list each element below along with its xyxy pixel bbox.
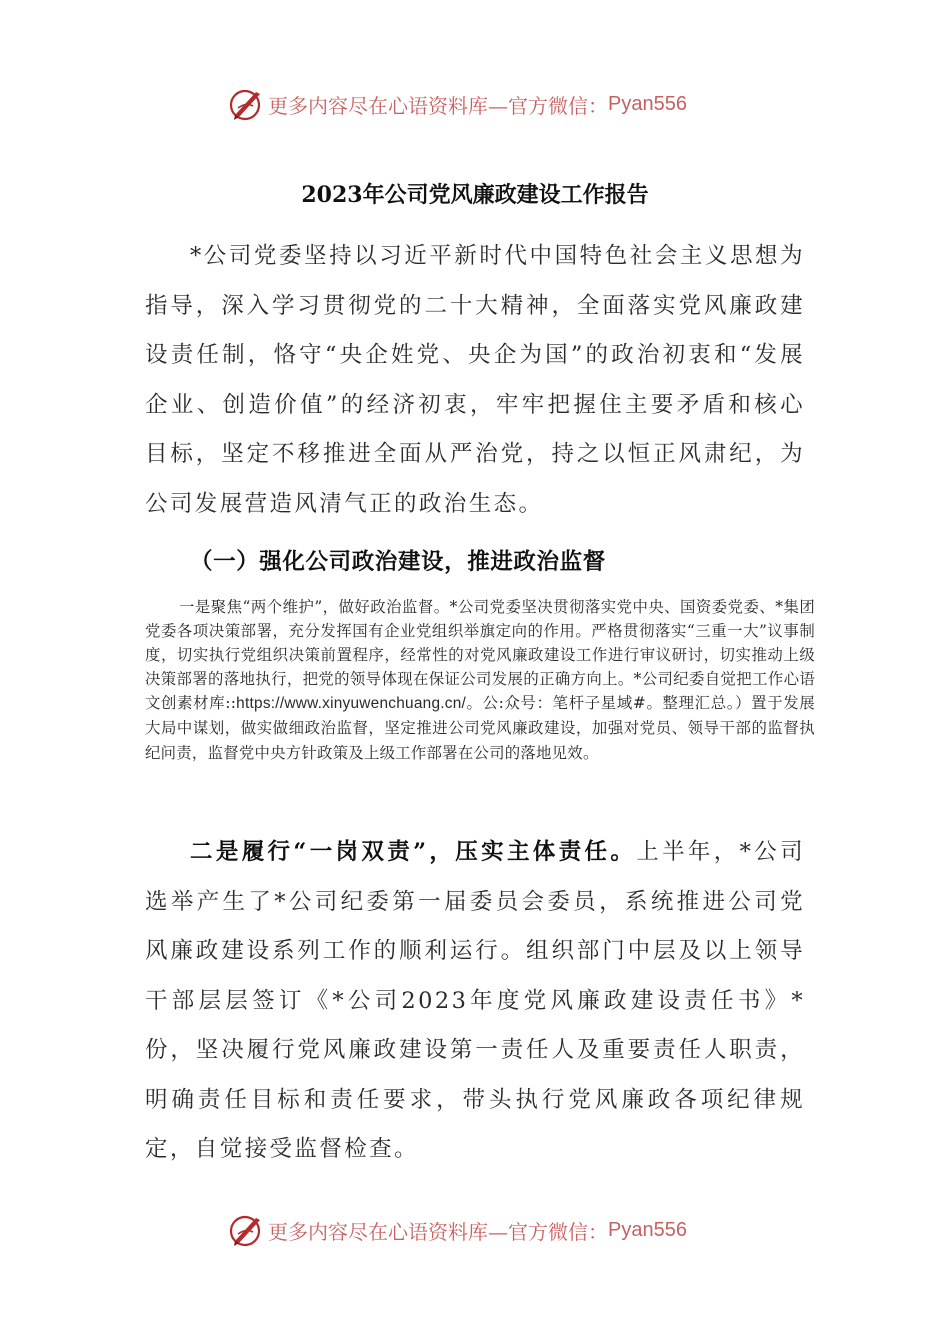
watermark-footer (226, 1210, 746, 1250)
document-title: 2023年公司党风廉政建设工作报告 (301, 182, 649, 208)
intro-paragraph: *公司党委坚持以习近平新时代中国特色社会主义思想为指导，深入学习贯彻党的二十大精神，全面落实党风廉政建设责任制，恪守“央企姓党、央企为国”的政治初衷和“发展企业、创造价值”的经济初衷，牢牢把握住主要矛盾和核心目标，坚定不移推进全面从严治党，持之以恒正风肃纪，为公司发展营造风清气正的政治生态。 (145, 243, 805, 517)
section2-lead: 二是履行“一岗双责”，压实主体责任。 (190, 839, 637, 865)
source-url: https://www.xinyuwenchuang.cn/ (236, 695, 467, 713)
section2-body: 上半年，*公司选举产生了*公司纪委第一届委员会委员，系统推进公司党风廉政建设系列工作的顺利运行。组织部门中层及以上领导干部层层签订《*公司2023年度党风廉政建设责任书》*份，坚决履行党风廉政建设第一责任人及重要责任人职责，明确责任目标和责任要求，带头执行党风廉政各项纪律规定，自觉接受监督检查。 (145, 839, 805, 1162)
watermark-id: Pyan556 (608, 92, 687, 115)
section1-text-after-url: 。公:众号：笔杆子星域#。整理汇总。）置于发展大局中谋划，做实做细政治监督，坚定推进公司党风廉政建设，加强对党员、领导干部的监督执纪问责，监督党中央方针政策及上级工作部署在公司的落地见效。 (145, 694, 815, 762)
watermark-header (226, 84, 746, 124)
watermark-text: 更多内容尽在心语资料库—官方微信： (268, 1219, 608, 1244)
pen-logo-icon (226, 1210, 266, 1250)
pen-logo-icon (226, 84, 266, 124)
section-heading: （一）强化公司政治建设，推进政治监督 (190, 549, 606, 575)
section1-text-before-url: 一是聚焦“两个维护”，做好政治监督。*公司党委坚决贯彻落实党中央、国资委党委、*集团党委各项决策部署，充分发挥国有企业党组织举旗定向的作用。严格贯彻落实“三重一大”议事制度，切实执行党组织决策前置程序，经常性的对党风廉政建设工作进行审议研讨，切实推动上级决策部署的落地执行，把党的领导体现在保证公司发展的正确方向上。*公司纪委自觉把工作心语文创素材库:: (145, 598, 815, 713)
watermark-id: Pyan556 (608, 1218, 687, 1241)
section1-paragraph (145, 595, 815, 765)
section2-paragraph (145, 828, 805, 1175)
watermark-text: 更多内容尽在心语资料库—官方微信： (268, 93, 608, 118)
